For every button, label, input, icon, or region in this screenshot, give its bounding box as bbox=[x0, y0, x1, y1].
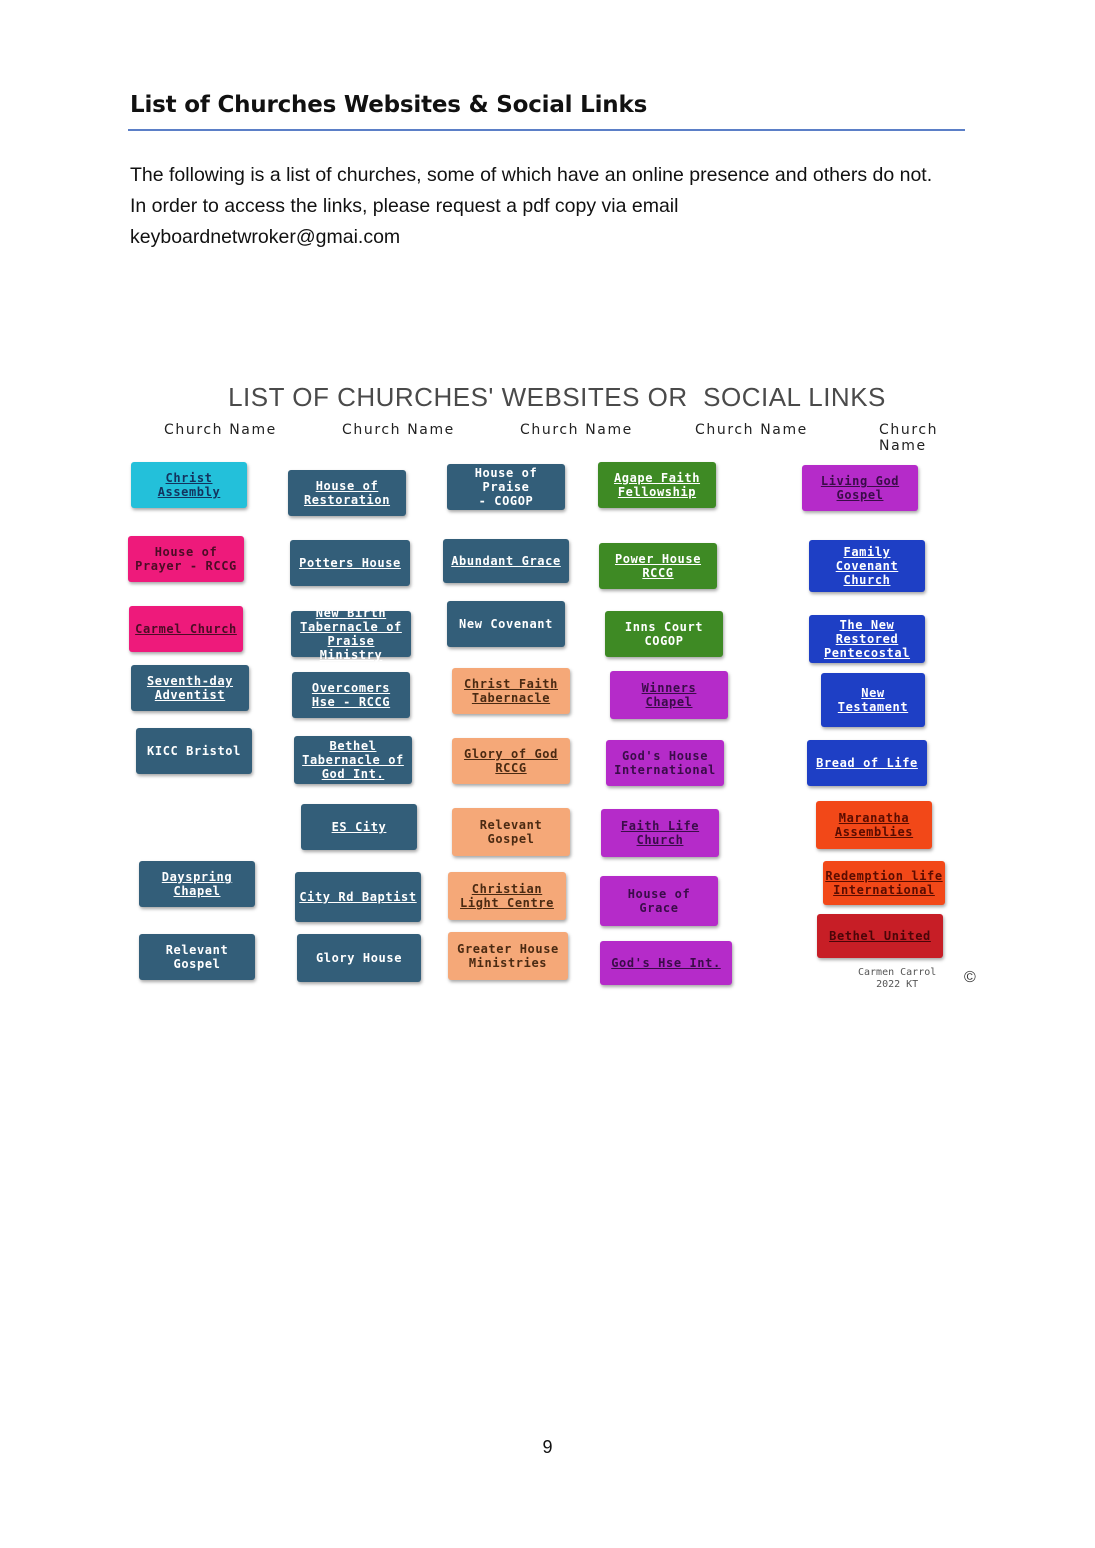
church-link-overcomers-hse-rccg[interactable]: Overcomers Hse - RCCG bbox=[292, 672, 410, 718]
church-link-house-of-restoration[interactable]: House of Restoration bbox=[288, 470, 406, 516]
church-link-city-rd-baptist[interactable]: City Rd Baptist bbox=[295, 872, 421, 922]
church-link-the-new-restored-pentecostal[interactable]: The New Restored Pentecostal bbox=[809, 615, 925, 663]
graphic-title: LIST OF CHURCHES' WEBSITES OR SOCIAL LINKS bbox=[228, 382, 886, 412]
church-link-es-city[interactable]: ES City bbox=[301, 804, 417, 850]
church-link-relevant-gospel[interactable]: Relevant Gospel bbox=[139, 934, 255, 980]
church-link-potters-house[interactable]: Potters House bbox=[290, 540, 410, 586]
church-link-glory-of-god-rccg[interactable]: Glory of God RCCG bbox=[452, 738, 570, 784]
church-link-agape-faith-fellowship[interactable]: Agape Faith Fellowship bbox=[598, 462, 716, 508]
graphic-credit: Carmen Carrol 2022 KT bbox=[858, 967, 937, 990]
church-link-kicc-bristol[interactable]: KICC Bristol bbox=[136, 728, 252, 774]
church-link-glory-house[interactable]: Glory House bbox=[297, 934, 421, 982]
church-link-abundant-grace[interactable]: Abundant Grace bbox=[443, 539, 569, 583]
church-link-greater-house-ministries[interactable]: Greater House Ministries bbox=[448, 932, 568, 980]
church-link-christ-assembly[interactable]: Christ Assembly bbox=[131, 462, 247, 508]
column-header: Church Name bbox=[520, 422, 633, 438]
church-link-faith-life-church[interactable]: Faith Life Church bbox=[601, 809, 719, 857]
church-link-new-covenant[interactable]: New Covenant bbox=[447, 601, 565, 647]
page-heading: List of Churches Websites & Social Links bbox=[130, 92, 648, 118]
churches-graphic bbox=[124, 374, 990, 1002]
church-link-dayspring-chapel[interactable]: Dayspring Chapel bbox=[139, 861, 255, 907]
page-number: 9 bbox=[542, 1437, 553, 1457]
church-link-maranatha-assemblies[interactable]: Maranatha Assemblies bbox=[816, 801, 932, 849]
church-link-gods-house-international[interactable]: God's House International bbox=[606, 740, 724, 786]
intro-line: In order to access the links, please request a pdf copy via email bbox=[130, 195, 679, 217]
column-header: Church Name bbox=[879, 422, 939, 454]
church-link-new-testament[interactable]: New Testament bbox=[821, 673, 925, 727]
church-link-bethel-united[interactable]: Bethel United bbox=[817, 914, 943, 958]
church-link-house-of-grace[interactable]: House of Grace bbox=[600, 876, 718, 926]
church-link-gods-hse-int[interactable]: God's Hse Int. bbox=[600, 941, 732, 985]
column-header: Church Name bbox=[342, 422, 455, 438]
church-link-seventh-day-adventist[interactable]: Seventh-day Adventist bbox=[131, 665, 249, 711]
church-link-living-god-gospel[interactable]: Living God Gospel bbox=[802, 465, 918, 511]
column-header: Church Name bbox=[695, 422, 808, 438]
church-link-christ-faith-tabernacle[interactable]: Christ Faith Tabernacle bbox=[452, 668, 570, 714]
church-link-bread-of-life[interactable]: Bread of Life bbox=[807, 740, 927, 786]
intro-paragraph bbox=[130, 160, 980, 253]
church-link-christian-light-centre[interactable]: Christian Light Centre bbox=[448, 872, 566, 920]
church-link-redemption-life-international[interactable]: Redemption life International bbox=[823, 861, 945, 905]
church-link-carmel-church[interactable]: Carmel Church bbox=[129, 606, 243, 652]
church-link-family-covenant-church[interactable]: Family Covenant Church bbox=[809, 540, 925, 592]
copyright-icon: © bbox=[964, 969, 976, 986]
church-link-bethel-tabernacle[interactable]: Bethel Tabernacle of God Int. bbox=[294, 736, 412, 784]
column-header: Church Name bbox=[164, 422, 277, 438]
church-link-new-birth-tabernacle[interactable]: New Birth Tabernacle of Praise Ministry bbox=[291, 611, 411, 657]
church-link-winners-chapel[interactable]: Winners Chapel bbox=[610, 671, 728, 719]
church-link-inns-court-cogop[interactable]: Inns Court COGOP bbox=[605, 611, 723, 657]
heading-rule bbox=[128, 129, 965, 131]
church-link-relevant-gospel-2[interactable]: Relevant Gospel bbox=[452, 808, 570, 856]
church-link-power-house-rccg[interactable]: Power House RCCG bbox=[599, 543, 717, 589]
intro-line: The following is a list of churches, some of which have an online presence and others do not. bbox=[130, 164, 933, 186]
church-link-house-of-prayer-rccg[interactable]: House of Prayer - RCCG bbox=[128, 536, 244, 582]
church-link-house-of-praise-cogop[interactable]: House of Praise - COGOP bbox=[447, 464, 565, 510]
intro-email: keyboardnetwroker@gmai.com bbox=[130, 226, 401, 248]
